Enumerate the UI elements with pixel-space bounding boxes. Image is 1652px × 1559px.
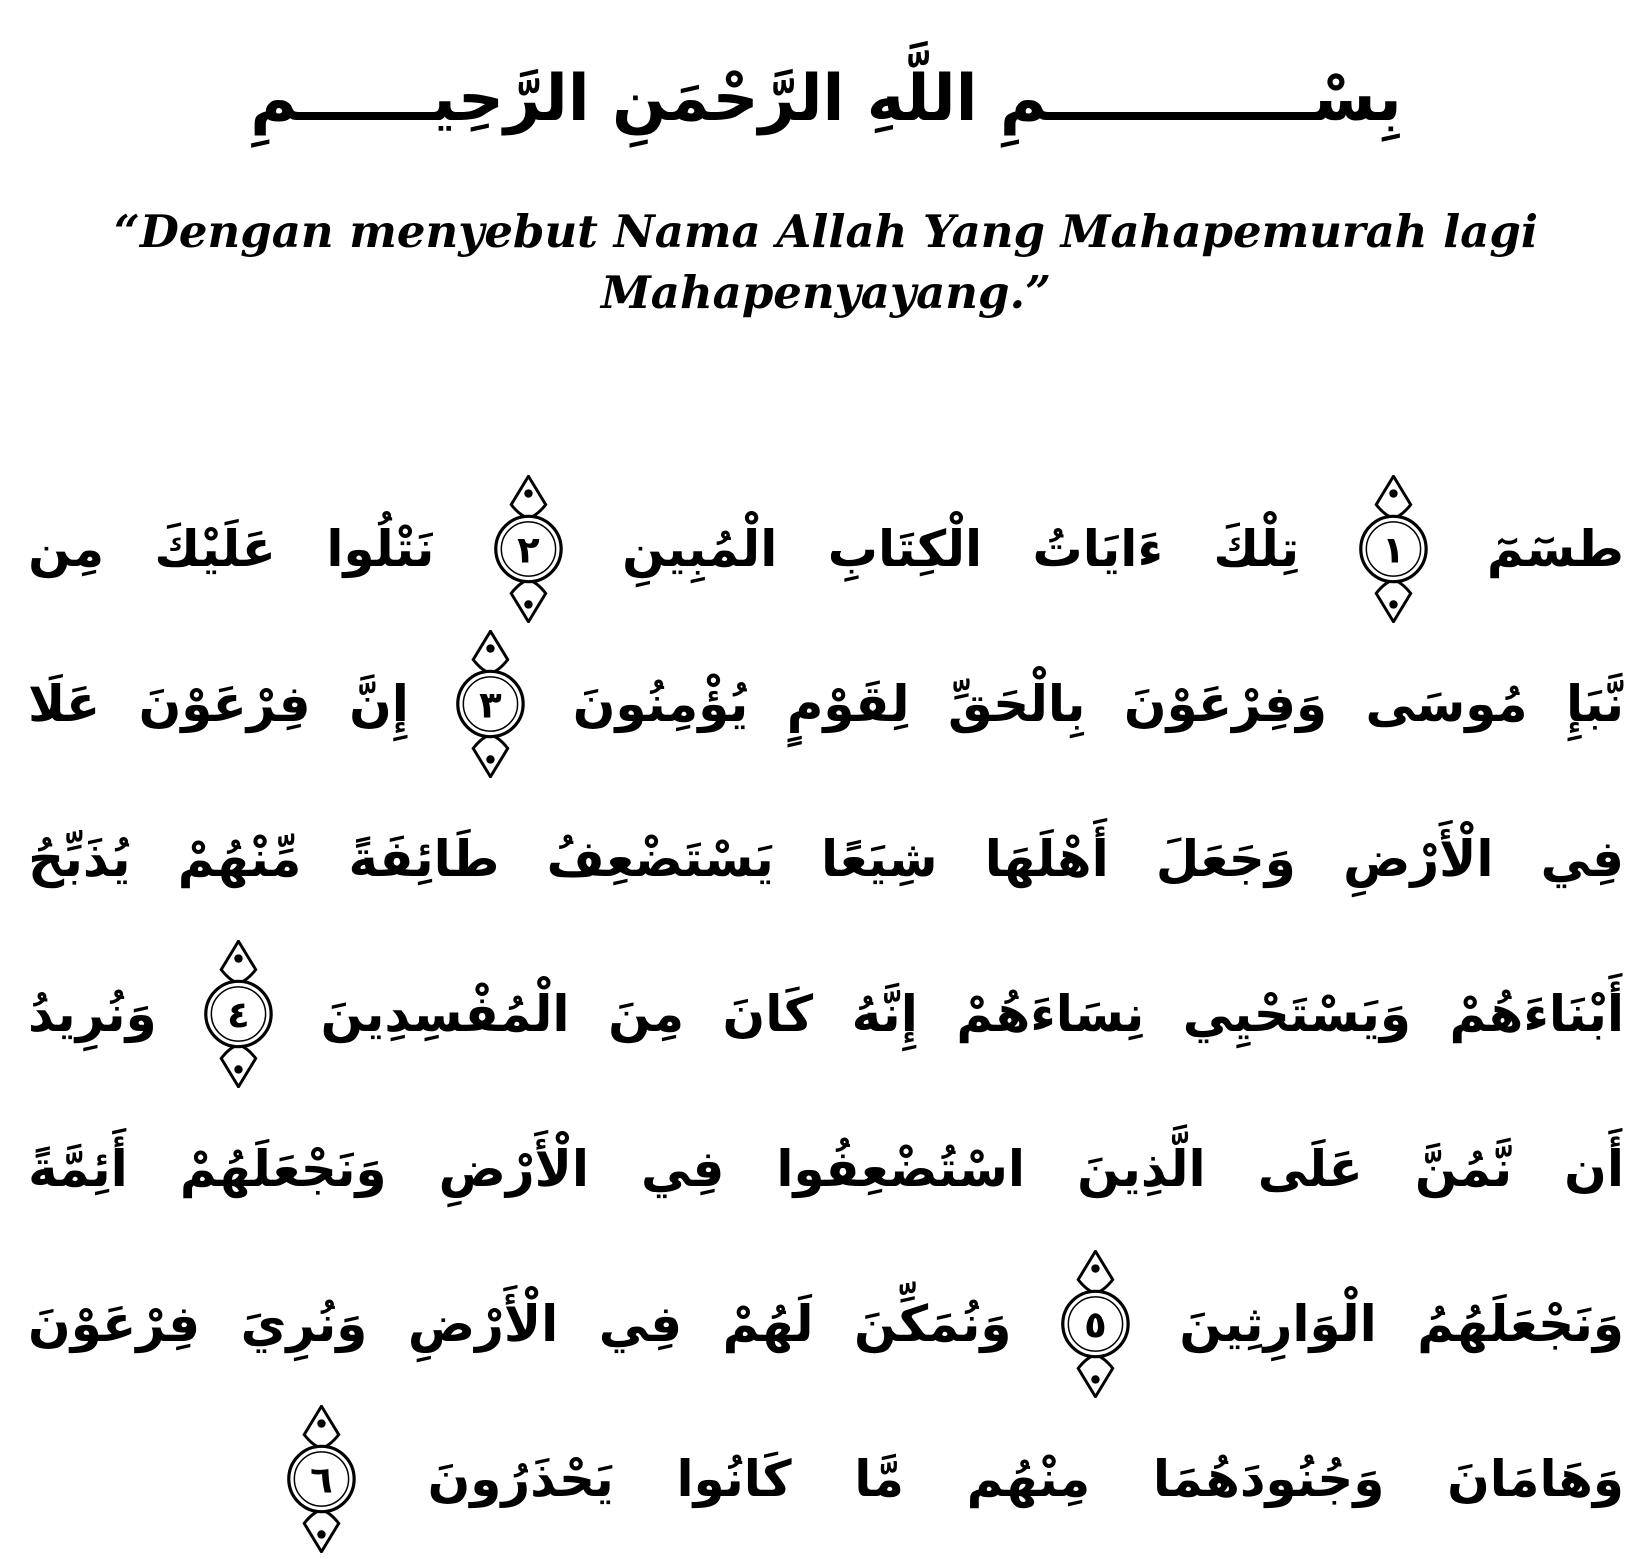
arabic-word: مِّنْهُمْ <box>177 830 302 888</box>
arabic-word: فِرْعَوْنَ <box>138 675 311 733</box>
verse-number: ٦ <box>310 1458 333 1502</box>
verse-number: ٥ <box>1084 1303 1107 1347</box>
arabic-word: وَنَجْعَلَهُمْ <box>179 1140 387 1198</box>
arabic-word: الْمُبِينِ <box>622 520 778 578</box>
arabic-word: تِلْكَ <box>1213 520 1300 578</box>
arabic-word: فِي <box>598 1295 683 1353</box>
quran-line <box>28 627 1624 782</box>
arabic-word: الْأَرْضِ <box>438 1140 590 1198</box>
arabic-word: يُذَبِّحُ <box>28 830 131 888</box>
verse-number: ٢ <box>516 528 540 572</box>
arabic-word: فِرْعَوْنَ <box>28 1295 201 1353</box>
arabic-word: كَانَ <box>722 985 814 1043</box>
verse-medallion <box>1354 475 1433 623</box>
quran-line <box>28 1247 1624 1402</box>
verse-number: ١ <box>1381 528 1405 572</box>
arabic-word: يَحْذَرُونَ <box>427 1450 614 1508</box>
arabic-word: الْكِتَابِ <box>827 520 983 578</box>
arabic-word: أَهْلَهَا <box>984 830 1109 888</box>
arabic-word: اسْتُضْعِفُوا <box>776 1140 1026 1198</box>
quran-line <box>28 472 1624 627</box>
verse-medallion <box>489 475 568 623</box>
arabic-word: شِيَعًا <box>820 830 938 888</box>
arabic-word: وَنُرِيدُ <box>28 985 157 1043</box>
arabic-word: فِي <box>641 1140 725 1198</box>
arabic-word: كَانُوا <box>676 1450 792 1508</box>
verse-medallion <box>199 940 278 1088</box>
quran-line <box>28 937 1624 1092</box>
arabic-word: لَهُمْ <box>722 1295 814 1353</box>
arabic-word: أَبْنَاءَهُمْ <box>1449 985 1624 1043</box>
arabic-word: نَّبَإِ <box>1566 675 1624 733</box>
quran-line <box>28 1092 1624 1247</box>
arabic-word: عَلَا <box>28 675 101 733</box>
arabic-word: مِنَ <box>608 985 685 1043</box>
arabic-word: وَجُنُودَهُمَا <box>1152 1450 1385 1508</box>
arabic-word: طسٓمٓ <box>1486 520 1624 578</box>
arabic-word: أَئِمَّةً <box>28 1140 128 1198</box>
arabic-word: نَّمُنَّ <box>1414 1140 1513 1198</box>
arabic-word: الْمُفْسِدِينَ <box>320 985 570 1043</box>
arabic-word: وَنَجْعَلَهُمُ <box>1417 1295 1624 1353</box>
verse-ornament-icon <box>1056 1250 1135 1398</box>
quran-line <box>28 1402 1624 1557</box>
bismillah-translation <box>28 202 1624 324</box>
arabic-word: وَجَعَلَ <box>1155 830 1296 888</box>
arabic-word: فِي <box>1540 830 1624 888</box>
arabic-word: لِقَوْمٍ <box>786 675 910 733</box>
scanned-quran-page <box>0 14 1652 1559</box>
arabic-word: وَنُرِيَ <box>240 1295 368 1353</box>
arabic-word: وَهَامَانَ <box>1447 1450 1624 1508</box>
verse-number: ٣ <box>479 683 503 727</box>
arabic-word: نَتْلُوا <box>326 520 435 578</box>
arabic-word: يُؤْمِنُونَ <box>572 675 749 733</box>
arabic-word: إِنَّ <box>349 675 409 733</box>
translation-line-1: “Dengan menyebut Nama Allah Yang Mahapemurah lagi <box>114 205 1538 258</box>
translation-line-2: Mahapenyayang.” <box>601 265 1051 319</box>
arabic-word: نِسَاءَهُمْ <box>956 985 1145 1043</box>
arabic-word: عَلَيْكَ <box>154 520 276 578</box>
arabic-word: الْأَرْضِ <box>1343 830 1494 888</box>
quran-verses <box>28 472 1624 1557</box>
verse-ornament-icon <box>1354 475 1433 623</box>
arabic-word: مِنْهُم <box>966 1450 1091 1508</box>
arabic-word: مُوسَى <box>1365 675 1528 733</box>
bismillah-calligraphy: بِسْــــــــــــمِ اللَّهِ الرَّحْمَنِ الرَّحِيــــــمِ <box>250 62 1402 136</box>
verse-medallion <box>282 1405 361 1553</box>
verse-medallion <box>1056 1250 1135 1398</box>
arabic-word: وَيَسْتَحْيِي <box>1182 985 1411 1043</box>
verse-number: ٤ <box>227 993 250 1037</box>
verse-ornament-icon <box>451 630 530 778</box>
arabic-word: الَّذِينَ <box>1077 1140 1206 1198</box>
arabic-word: الْأَرْضِ <box>407 1295 559 1353</box>
arabic-word: عَلَى <box>1257 1140 1363 1198</box>
verse-medallion <box>451 630 530 778</box>
arabic-word: مِن <box>28 520 105 578</box>
verse-ornament-icon <box>282 1405 361 1553</box>
arabic-word: بِالْحَقِّ <box>948 675 1086 733</box>
arabic-word: ءَايَاتُ <box>1032 520 1164 578</box>
arabic-word: إِنَّهُ <box>851 985 918 1043</box>
verse-ornament-icon <box>489 475 568 623</box>
arabic-word: مَّا <box>854 1450 904 1508</box>
arabic-word: الْوَارِثِينَ <box>1179 1295 1377 1353</box>
arabic-word: وَفِرْعَوْنَ <box>1123 675 1328 733</box>
arabic-word: طَائِفَةً <box>348 830 500 888</box>
arabic-word: وَنُمَكِّنَ <box>854 1295 1012 1353</box>
arabic-word: أَن <box>1564 1140 1624 1198</box>
arabic-word: يَسْتَضْعِفُ <box>546 830 774 888</box>
quran-line <box>28 782 1624 937</box>
verse-ornament-icon <box>199 940 278 1088</box>
